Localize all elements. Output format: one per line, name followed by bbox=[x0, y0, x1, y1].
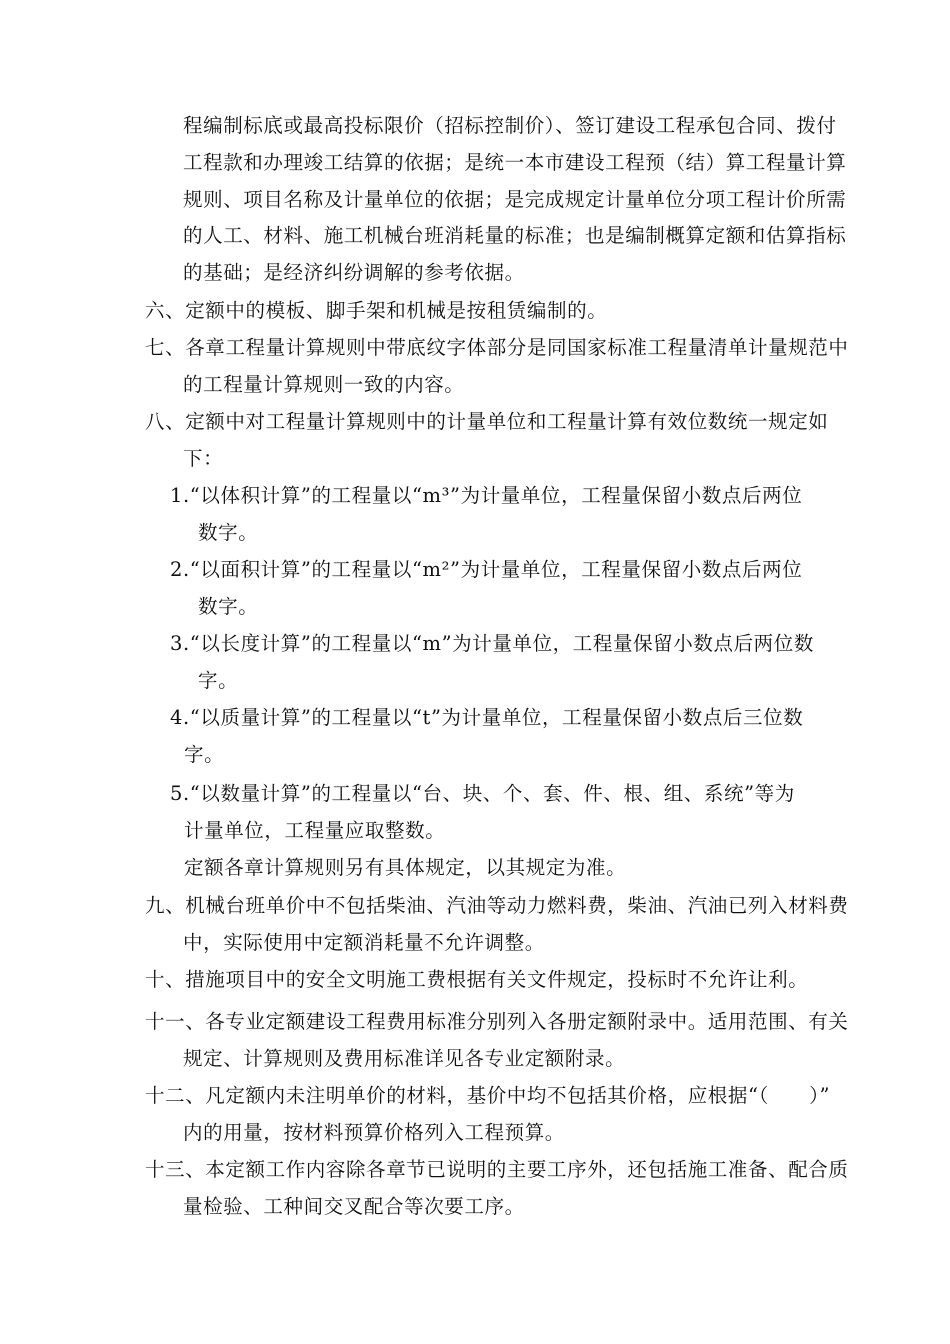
text-line: 十二、凡定额内未注明单价的材料，基价中均不包括其价格，应根据“（ ）” bbox=[145, 1084, 831, 1107]
note-paragraph bbox=[170, 850, 810, 887]
clause-12 bbox=[145, 1078, 831, 1152]
text-line: 中，实际使用中定额消耗量不允许调整。 bbox=[183, 930, 545, 954]
clause-11 bbox=[145, 1004, 849, 1078]
text-line: 下： bbox=[183, 446, 224, 470]
text-line: 的基础；是经济纠纷调解的参考依据。 bbox=[183, 261, 525, 285]
text-line: 十一、各专业定额建设工程费用标准分别列入各册定额附录中。适用范围、有关 bbox=[145, 1010, 849, 1033]
text-line: 3.“以长度计算”的工程量以“m”为计量单位，工程量保留小数点后两位数 bbox=[170, 632, 814, 655]
text-line: 5.“以数量计算”的工程量以“台、块、个、套、件、根、组、系统”等为 bbox=[170, 782, 795, 805]
text-line: 量检验、工种间交叉配合等次要工序。 bbox=[183, 1194, 525, 1218]
text-line: 内的用量，按材料预算价格列入工程预算。 bbox=[183, 1120, 565, 1144]
text-line: 数字。 bbox=[198, 520, 259, 544]
text-line: 1.“以体积计算”的工程量以“m³”为计量单位，工程量保留小数点后两位 bbox=[170, 484, 803, 507]
text-line: 2.“以面积计算”的工程量以“m²”为计量单位，工程量保留小数点后两位 bbox=[170, 558, 803, 581]
text-line: 程编制标底或最高投标限价（招标控制价）、签订建设工程承包合同、拨付 bbox=[183, 114, 837, 137]
clause-6 bbox=[145, 293, 810, 330]
text-line: 数字。 bbox=[198, 594, 259, 618]
subclause-4 bbox=[170, 700, 810, 774]
text-line: 计量单位，工程量应取整数。 bbox=[184, 818, 446, 842]
text-line: 字。 bbox=[184, 742, 225, 766]
clause-9 bbox=[145, 888, 849, 962]
clause-7 bbox=[145, 330, 849, 404]
clause-10 bbox=[145, 962, 810, 999]
text-line: 字。 bbox=[198, 668, 239, 692]
subclause-2 bbox=[170, 552, 810, 626]
text-line: 工程款和办理竣工结算的依据；是统一本市建设工程预（结）算工程量计算 bbox=[183, 150, 847, 174]
text-line: 的工程量计算规则一致的内容。 bbox=[183, 372, 465, 396]
continuation-paragraph bbox=[145, 108, 847, 292]
text-line: 六、定额中的模板、脚手架和机械是按租赁编制的。 bbox=[145, 299, 608, 322]
clause-13 bbox=[145, 1152, 849, 1226]
text-line: 4.“以质量计算”的工程量以“t”为计量单位，工程量保留小数点后三位数 bbox=[170, 706, 804, 729]
text-line: 八、定额中对工程量计算规则中的计量单位和工程量计算有效位数统一规定如 bbox=[145, 410, 829, 433]
text-line: 定额各章计算规则另有具体规定，以其规定为准。 bbox=[184, 856, 627, 879]
text-line: 十三、本定额工作内容除各章节已说明的主要工序外，还包括施工准备、配合质 bbox=[145, 1158, 849, 1181]
clause-8 bbox=[145, 404, 829, 478]
text-line: 规定、计算规则及费用标准详见各专业定额附录。 bbox=[183, 1046, 626, 1070]
text-line: 十、措施项目中的安全文明施工费根据有关文件规定，投标时不允许让利。 bbox=[145, 968, 809, 991]
text-line: 七、各章工程量计算规则中带底纹字体部分是同国家标准工程量清单计量规范中 bbox=[145, 336, 849, 359]
subclause-1 bbox=[170, 478, 810, 552]
subclause-3 bbox=[170, 626, 814, 700]
subclause-5 bbox=[170, 776, 810, 850]
text-line: 九、机械台班单价中不包括柴油、汽油等动力燃料费，柴油、汽油已列入材料费 bbox=[145, 894, 849, 917]
text-line: 的人工、材料、施工机械台班消耗量的标准；也是编制概算定额和估算指标 bbox=[183, 224, 847, 248]
text-line: 规则、项目名称及计量单位的依据；是完成规定计量单位分项工程计价所需 bbox=[183, 187, 847, 211]
